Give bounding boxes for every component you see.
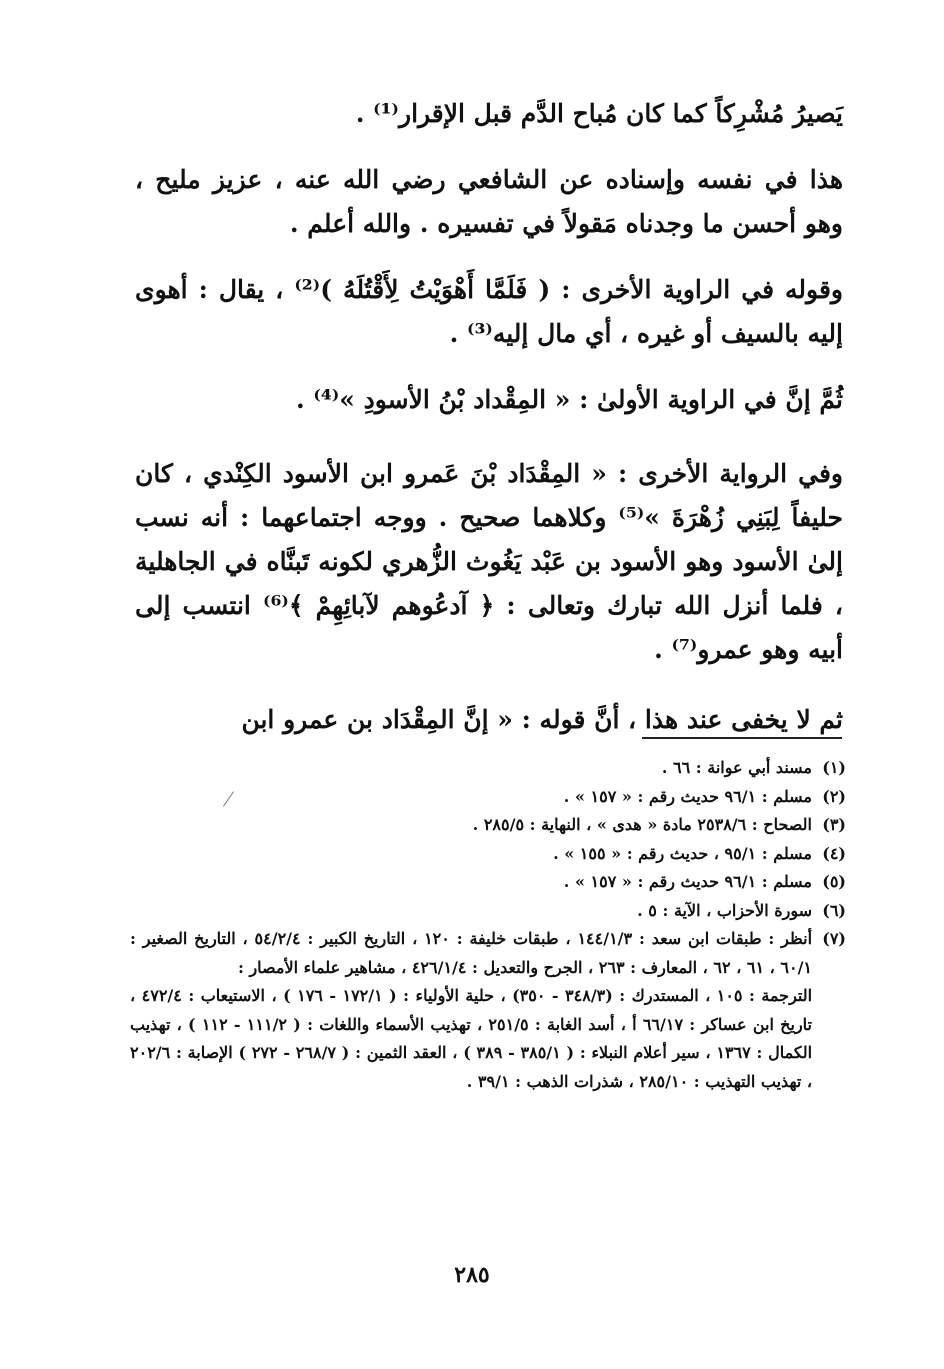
footnote — [130, 783, 846, 812]
footnote-divider — [642, 737, 842, 739]
footnote-text: أنظر : طبقات ابن سعد : ١٤٤/١/٣ ، طبقات خليفة : ١٢٠ ، التاريخ الكبير : ٥٤/٢/٤ ، التاريخ الصغير : ٦٠/١ ، ٦١ ، ٦٢ ، المعارف : ٢٦٣ ، الجرح والتعديل : ٤٢٦/١/٤ ، مشاهير علماء الأمصار : — [130, 929, 813, 977]
footnote-number: (٧) — [822, 929, 846, 948]
footnote — [130, 754, 846, 783]
footnote-text: مسلم : ٩٦/١ حديث رقم : « ١٥٧ » . — [563, 872, 812, 891]
footnote-number — [812, 982, 846, 1096]
footnotes — [130, 754, 846, 1096]
footnote-number: (٥) — [822, 872, 846, 891]
footnote-text: مسلم : ٩٥/١ ، حديث رقم : « ١٥٥ » . — [553, 843, 812, 863]
footnote-number: (٢) — [822, 786, 846, 806]
footnote-text: الترجمة : ١٠٥ ، المستدرك : (٣٤٨/٣ - ٣٥٠) ، حلية الأولياء : ( ١٧٢/١ - ١٧٦ ) ، الاستيعاب : ٤٧٢/٤ ، تاريخ ابن عساكر : ٦٦/١٧ أ ، أسد الغابة : ٢٥١/٥ ، تهذيب الأسماء واللغات : ( ١١١/٢ - ١١٢ ) ، تهذيب الكمال : ١٣٦٧ ، سير أعلام النبلاء : ( ٣٨٥/١ - ٣٨٩ ) ، العقد الثمين : ( ٢٦٨/٧ - ٢٧٢ ) الإصابة : ٢٠٢/٦ ، تهذيب التهذيب : ٢٨٥/١٠ ، شذرات الذهب : ٣٩/١ . — [130, 986, 813, 1091]
footnote-continuation — [130, 982, 846, 1096]
footnote-text: سورة الأحزاب ، الآية : ٥ . — [637, 900, 812, 920]
body-paragraph: وفي الرواية الأخرى : « المِقْدَاد بْنَ عَمرو ابن الأسود الكِنْدي ، كان حليفاً لِبَنِي زُهْرَةَ »⁽⁵⁾ وكلاهما صحيح . ووجه اجتماعهما : أنه نسب إلىٰ الأسود وهو الأسود بن عَبْد يَغُوث الزُّهري لكونه تَبنَّاه في الجاهلية ، فلما أنزل الله تبارك وتعالى : ﴿ آدعُوهم لآبائِهِمْ ﴾⁽⁶⁾ انتسب إلى أبيه وهو عمرو⁽⁷⁾ . — [135, 459, 843, 664]
footnote — [130, 840, 846, 869]
page-number: ٢٨٥ — [454, 1262, 490, 1288]
footnote — [130, 897, 846, 926]
body-paragraph: يَصيرُ مُشْرِكاً كما كان مُباح الدَّم قبل الإقرار⁽¹⁾ . — [355, 99, 843, 128]
footnote-text: مسند أبي عوانة : ٦٦ . — [661, 758, 812, 777]
footnote-number: (٦) — [822, 900, 846, 920]
body-paragraph: وقوله في الراوية الأخرى : ( فَلَمَّا أَهْوَيْتُ لِأَقْتُلَهُ )⁽²⁾ ، يقال : أهوى إليه بالسيف أو غيره ، أي مال إليه⁽³⁾ . — [135, 275, 843, 348]
main-text — [135, 92, 843, 742]
footnote — [130, 868, 846, 897]
footnote-text: الصحاح : ٢٥٣٨/٦ مادة « هدى » ، النهاية : ٢٨٥/٥ . — [472, 815, 812, 834]
footnote-number: (٣) — [822, 815, 846, 834]
body-paragraph: ثُمَّ إنَّ في الراوية الأولىٰ : « المِقْداد بْنُ الأسودِ »⁽⁴⁾ . — [296, 385, 843, 414]
footnote-number: (١) — [822, 758, 846, 777]
body-paragraph: ثم لا يخفى عند هذا ، أنَّ قوله : « إنَّ المِقْدَاد بن عمرو ابن — [241, 705, 843, 734]
footnote — [130, 925, 846, 982]
footnote — [130, 811, 846, 840]
footnote-number: (٤) — [822, 843, 846, 863]
footnote-text: مسلم : ٩٦/١ حديث رقم : « ١٥٧ » . — [563, 786, 812, 806]
body-paragraph: هذا في نفسه وإسناده عن الشافعي رضي الله عنه ، عزيز مليح ، وهو أحسن ما وجدناه مَقولاً في تفسيره . والله أعلم . — [135, 165, 843, 238]
